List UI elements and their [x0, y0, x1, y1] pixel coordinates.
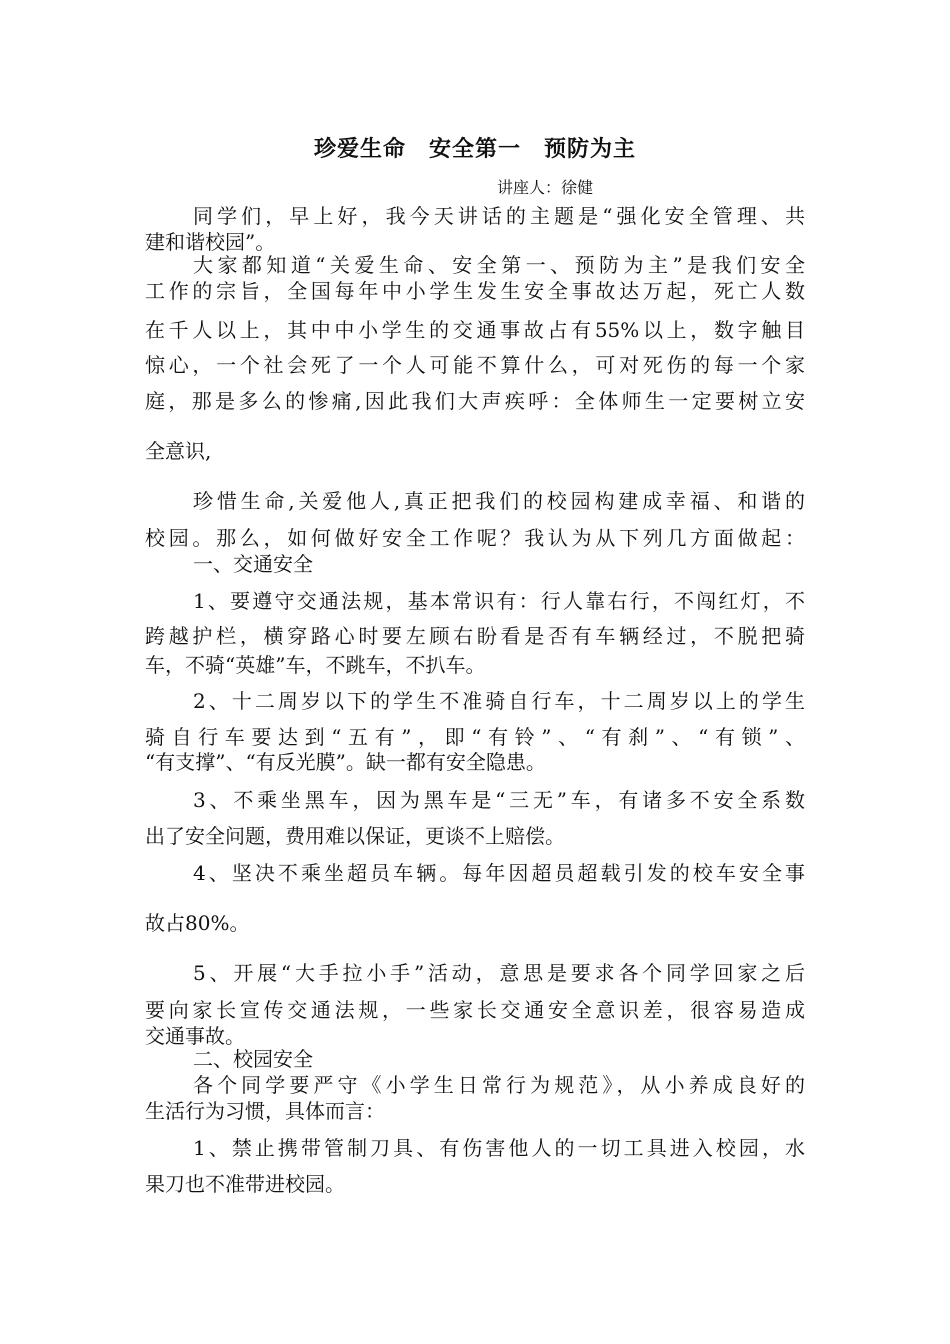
paragraph-line: 车，不骑“英雄”车，不跳车，不扒车。: [145, 653, 486, 677]
paragraph-line: 生活行为习惯，具体而言：: [145, 1099, 385, 1123]
section-heading: 一、交通安全: [193, 552, 313, 576]
paragraph-line: 跨越护栏，横穿路心时要左顾右盼看是否有车辆经过，不脱把骑: [145, 624, 805, 648]
paragraph-line: 在千人以上，其中中小学生的交通事故占有55%以上，数字触目: [145, 318, 805, 342]
paragraph-line: 3、不乘坐黑车，因为黑车是“三无”车，有诸多不安全系数: [193, 788, 805, 812]
paragraph-line: 同学们，早上好，我今天讲话的主题是“强化安全管理、共: [193, 204, 805, 228]
paragraph-line: 建和谐校园”。: [145, 230, 276, 254]
paragraph-line: 大家都知道“关爱生命、安全第一、预防为主”是我们安全: [193, 253, 805, 277]
section-heading: 二、校园安全: [193, 1047, 313, 1071]
paragraph-line: 要向家长宣传交通法规，一些家长交通安全意识差，很容易造成: [145, 998, 805, 1022]
paragraph-line: 工作的宗旨，全国每年中小学生发生安全事故达万起，死亡人数: [145, 279, 805, 303]
paragraph-line: 全意识,: [145, 439, 212, 463]
paragraph-line: 果刀也不准带进校园。: [145, 1172, 345, 1196]
paragraph-line: 1、要遵守交通法规，基本常识有：行人靠右行，不闯红灯，不: [193, 589, 805, 613]
paragraph-line: 5、开展“大手拉小手”活动，意思是要求各个同学回家之后: [193, 961, 805, 985]
paragraph-line: 珍惜生命,关爱他人,真正把我们的校园构建成幸福、和谐的: [193, 489, 805, 513]
paragraph-line: 故占80%。: [145, 911, 250, 935]
paragraph-line: 各个同学要严守《小学生日常行为规范》，从小养成良好的: [193, 1073, 805, 1097]
paragraph-line: 1、禁止携带管制刀具、有伤害他人的一切工具进入校园，水: [193, 1136, 805, 1160]
paragraph-line: “有支撑”、“有反光膜”。缺一都有安全隐患。: [145, 750, 546, 774]
paragraph-line: 惊心，一个社会死了一个人可能不算什么，可对死伤的每一个家: [145, 353, 805, 377]
paragraph-line: 骑自行车要达到“五有”，即“有铃”、“有刹”、“有锁”、: [145, 725, 805, 749]
paragraph-line: 校园。那么，如何做好安全工作呢？我认为从下列几方面做起：: [145, 526, 805, 550]
paragraph-line: 4、坚决不乘坐超员车辆。每年因超员超载引发的校车安全事: [193, 861, 805, 885]
paragraph-line: 庭，那是多么的惨痛,因此我们大声疾呼：全体师生一定要树立安: [145, 389, 805, 413]
paragraph-line: 交通事故。: [145, 1024, 245, 1048]
paragraph-line: 2、十二周岁以下的学生不准骑自行车，十二周岁以上的学生: [193, 689, 805, 713]
document-title: 珍爱生命 安全第一 预防为主: [313, 137, 636, 162]
speaker-line: 讲座人：徐健: [496, 178, 593, 197]
paragraph-line: 出了安全问题，费用难以保证，更谈不上赔偿。: [145, 824, 565, 848]
